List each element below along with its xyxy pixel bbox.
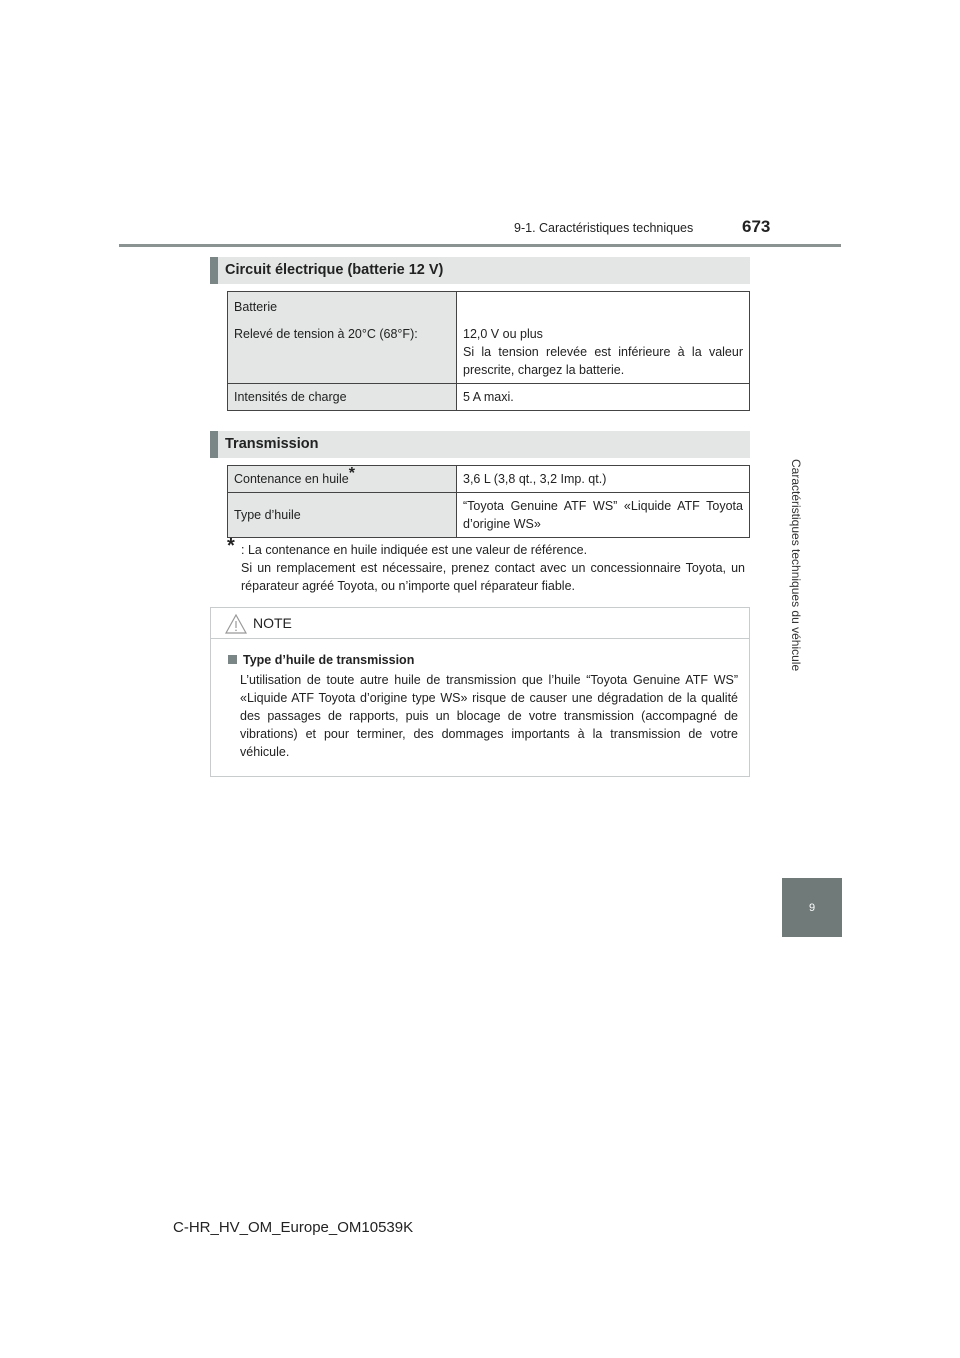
note-text: L’utilisation de toute autre huile de transmission que l’huile “Toyota Genuine ATF WS” «Liquide ATF Toyota d’origine type WS» risque de causer une dégradation de la qualité des passages de rapports, puis un blocage de votre transmission (accompagné de vibrations) et pour terminer, des dommages importants à la transmission de votre véhicule.	[240, 673, 738, 759]
table-row	[228, 292, 750, 384]
side-tab-label: Caractéristiques techniques du véhicule	[789, 458, 803, 672]
note-title: NOTE	[253, 615, 292, 631]
oil-capacity-value: 3,6 L (3,8 qt., 3,2 Imp. qt.)	[457, 466, 750, 493]
battery-label-cell	[228, 292, 457, 384]
warning-triangle-icon	[225, 614, 247, 634]
note-subheading	[228, 653, 738, 667]
oil-type-value: “Toyota Genuine ATF WS” «Liquide ATF Toyota d’origine WS»	[457, 493, 750, 538]
oil-capacity-label: Contenance en huile	[234, 472, 349, 486]
table-row	[228, 466, 750, 493]
oil-capacity-label-cell	[228, 466, 457, 493]
charge-label: Intensités de charge	[228, 384, 457, 411]
footnote-text-2: Si un remplacement est nécessaire, prenez contact avec un concessionnaire Toyota, un réparateur agréé Toyota, ou n’importe quel réparateur fiable.	[241, 561, 745, 593]
voltage-label: Relevé de tension à 20°C (68°F):	[234, 327, 418, 341]
footnote-star: *	[227, 535, 235, 557]
note-body	[211, 639, 749, 761]
footnote-text: : La contenance en huile indiquée est une valeur de référence.	[241, 543, 588, 557]
table-row	[228, 493, 750, 538]
note-subheading-text: Type d’huile de transmission	[243, 653, 415, 667]
electrical-heading: Circuit électrique (batterie 12 V)	[210, 257, 750, 284]
note-box	[210, 607, 750, 777]
section-title: 9-1. Caractéristiques techniques	[514, 221, 694, 235]
voltage-value: 12,0 V ou plus	[463, 327, 543, 341]
transmission-heading: Transmission	[210, 431, 750, 458]
transmission-table	[227, 465, 750, 538]
table-row	[228, 384, 750, 411]
voltage-advice: Si la tension relevée est inférieure à la valeur prescrite, chargez la batterie.	[463, 345, 743, 377]
chapter-number: 9	[808, 901, 816, 914]
charge-value: 5 A maxi.	[457, 384, 750, 411]
page-number: 673	[742, 217, 771, 236]
battery-label: Batterie	[234, 300, 278, 314]
footnote	[227, 535, 745, 595]
note-header	[211, 608, 749, 639]
footnote-marker: *	[348, 464, 355, 482]
battery-value-cell	[457, 292, 750, 384]
square-bullet-icon	[228, 655, 237, 664]
header-divider	[119, 244, 841, 247]
electrical-table	[227, 291, 750, 411]
oil-type-label: Type d’huile	[228, 493, 457, 538]
footer-doc-id: C-HR_HV_OM_Europe_OM10539K	[173, 1219, 414, 1236]
chapter-tab	[782, 878, 842, 937]
